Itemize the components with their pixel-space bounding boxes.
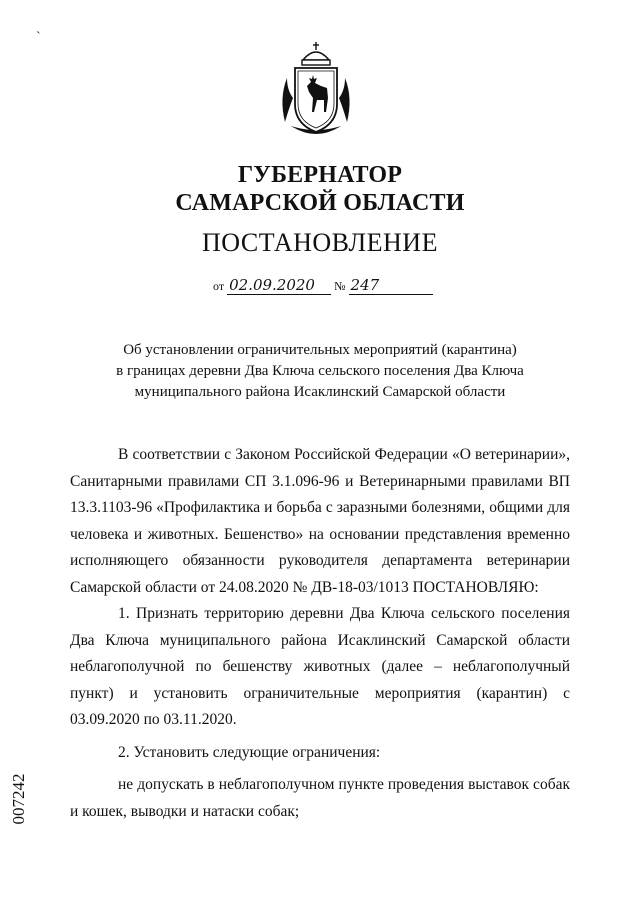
subject-line: Об установлении ограничительных мероприятий (карантина) (123, 342, 517, 358)
body-paragraph-item-2: 2. Установить следующие ограничения: (118, 743, 381, 761)
body-paragraph-item-1: 1. Признать территорию деревни Два Ключа сельского поселения Два Ключа муниципального района Исаклинский Самарской области неблагополучной по бешенству животных (далее – неблагополучный пункт) и установить ограничительные мероприятия (карантин) с 03.09.2020 по 03.11.2020. (70, 605, 570, 728)
subject-line: в границах деревни Два Ключа сельского поселения Два Ключа (116, 363, 524, 379)
document-date: 02.09.2020 (227, 276, 331, 295)
document-subject (70, 340, 570, 403)
body-paragraph-preamble: В соответствии с Законом Российской Федерации «О ветеринарии», Санитарными правилами СП 3.1.096-96 и Ветеринарными правилами ВП 13.3.1103-96 «Профилактика и борьба с заразными болезнями, общими для человека и животных. Бешенство» на основании представления временно исполняющего обязанности руководителя департамента ветеринарии Самарской области от 24.08.2020 № ДВ-18-03/1013 ПОСТАНОВЛЯЮ: (70, 446, 570, 596)
body-paragraph-restriction: не допускать в неблагополучном пункте проведения выставок собак и кошек, выводки и натаски собак; (70, 776, 570, 820)
header-title-line2: САМАРСКОЙ ОБЛАСТИ (175, 190, 465, 216)
subject-line: муниципального района Исаклинский Самарской области (134, 384, 506, 400)
document-body (70, 442, 570, 825)
document-number: 247 (349, 276, 433, 295)
document-type-title: ПОСТАНОВЛЕНИЕ (202, 228, 438, 257)
date-label: от (213, 279, 225, 293)
header-title-line1: ГУБЕРНАТОР (237, 162, 403, 188)
date-number-line (213, 276, 433, 295)
coat-of-arms-emblem (273, 38, 359, 142)
side-serial-number: 007242 (9, 773, 28, 825)
side-serial-stamp (8, 764, 30, 834)
number-label: № (334, 279, 346, 293)
corner-mark: ` (36, 30, 41, 45)
